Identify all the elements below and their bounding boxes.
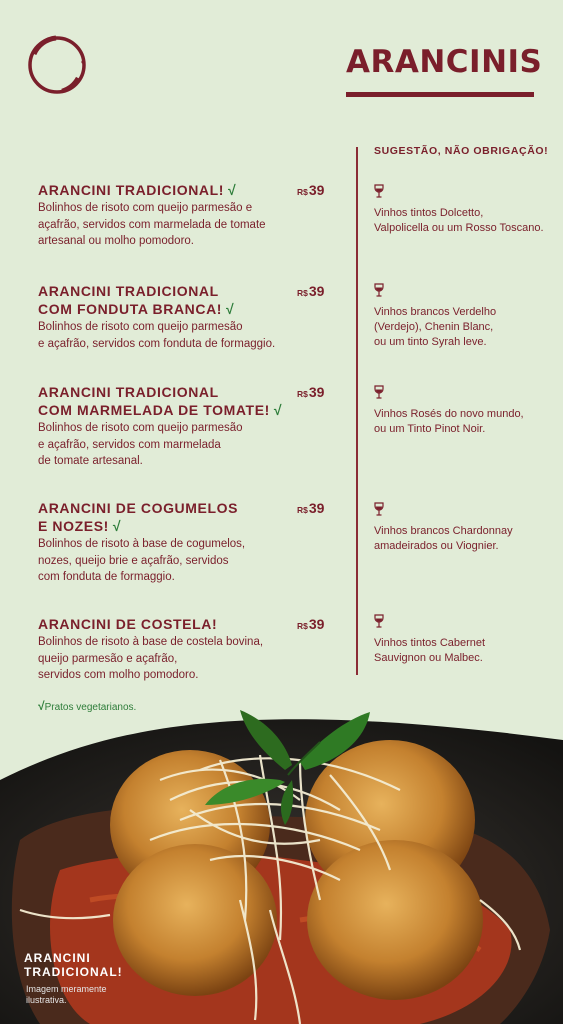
- pairing-text: [374, 305, 554, 350]
- item-name: [38, 181, 338, 199]
- item-desc-line: de tomate artesanal.: [38, 455, 143, 467]
- pairing-line: Vinhos brancos Verdelho: [374, 306, 497, 318]
- item-desc-line: artesanal ou molho pomodoro.: [38, 235, 194, 247]
- pairing-line: Vinhos brancos Chardonnay: [374, 525, 513, 537]
- menu-item: [38, 383, 338, 470]
- item-description: [38, 536, 338, 586]
- vegetarian-check-icon: √: [228, 182, 237, 198]
- wine-pairing: [374, 184, 554, 236]
- pairing-line: Sauvignon ou Malbec.: [374, 652, 483, 664]
- item-name-line: COM FONDUTA BRANCA!: [38, 301, 223, 317]
- item-description: [38, 420, 338, 470]
- currency-symbol: R$: [297, 288, 308, 298]
- item-name-line: ARANCINI TRADICIONAL: [38, 283, 219, 299]
- wine-glass-icon: [374, 614, 384, 628]
- currency-symbol: R$: [297, 187, 308, 197]
- pairing-line: Valpolicella ou um Rosso Toscano.: [374, 222, 544, 234]
- wine-stain-ring-icon: [26, 34, 88, 96]
- price-value: 39: [308, 500, 325, 516]
- item-name: [38, 499, 338, 535]
- photo-disclaimer-line: Imagem meramente: [26, 984, 107, 994]
- wine-pairing: [374, 283, 554, 350]
- pairing-line: ou um tinto Syrah leve.: [374, 336, 487, 348]
- item-desc-line: nozes, queijo brie e açafrão, servidos: [38, 554, 229, 567]
- page-title: ARANCINIS: [346, 44, 543, 80]
- vegetarian-check-icon: √: [273, 402, 283, 418]
- menu-item: [38, 615, 338, 684]
- price-value: 39: [308, 182, 325, 198]
- pairing-text: [374, 524, 554, 554]
- item-description: [38, 200, 338, 250]
- photo-disclaimer-line: ilustrativa.: [26, 994, 67, 1005]
- pairing-line: amadeirados ou Viognier.: [374, 540, 499, 552]
- item-desc-line: com fonduta de formaggio.: [38, 571, 175, 583]
- wine-glass-icon: [374, 502, 384, 516]
- photo-disclaimer: [26, 984, 136, 1005]
- vegetarian-check-icon: √: [38, 699, 45, 713]
- pairing-line: ou um Tinto Pinot Noir.: [374, 423, 486, 435]
- pairing-suggestion-header: SUGESTÃO, NÃO OBRIGAÇÃO!: [374, 145, 549, 157]
- item-desc-line: Bolinhos de risoto à base de costela bovina,: [38, 636, 264, 648]
- item-description: [38, 319, 338, 352]
- item-desc-line: Bolinhos de risoto com queijo parmesão: [38, 321, 243, 333]
- item-desc-line: e açafrão, servidos com marmelada: [38, 438, 221, 451]
- item-desc-line: servidos com molho pomodoro.: [38, 669, 199, 681]
- vegetarian-check-icon: √: [226, 301, 235, 317]
- pairing-text: [374, 407, 554, 437]
- item-name-line: ARANCINI DE COGUMELOS: [38, 500, 239, 516]
- item-name-line: ARANCINI DE COSTELA!: [38, 616, 218, 632]
- item-desc-line: e açafrão, servidos com fonduta de formaggio.: [38, 337, 276, 350]
- pairing-line: Vinhos tintos Dolcetto,: [374, 207, 484, 219]
- currency-symbol: R$: [297, 621, 308, 631]
- item-desc-line: açafrão, servidos com marmelada de tomate: [38, 218, 266, 231]
- item-desc-line: Bolinhos de risoto com queijo parmesão: [38, 422, 243, 434]
- menu-item: [38, 181, 338, 250]
- item-price: [297, 283, 324, 299]
- item-desc-line: Bolinhos de risoto com queijo parmesão e: [38, 202, 253, 214]
- item-name-line: COM MARMELADA DE TOMATE!: [38, 402, 270, 418]
- wine-glass-icon: [374, 184, 384, 198]
- item-name: [38, 282, 338, 318]
- item-name-line: ARANCINI TRADICIONAL: [38, 384, 219, 400]
- item-name-line: ARANCINI TRADICIONAL!: [38, 182, 225, 198]
- photo-caption: [24, 951, 164, 979]
- vegetarian-legend-text: Pratos vegetarianos.: [44, 702, 137, 713]
- pairing-text: [374, 636, 554, 666]
- item-name-line: E NOZES!: [38, 518, 109, 534]
- item-price: [297, 616, 324, 632]
- pairing-line: Vinhos tintos Cabernet: [374, 637, 486, 649]
- column-divider: [356, 147, 358, 675]
- item-desc-line: Bolinhos de risoto à base de cogumelos,: [38, 538, 246, 550]
- item-price: [297, 500, 324, 516]
- menu-item: [38, 282, 338, 352]
- photo-caption-line: TRADICIONAL!: [24, 965, 123, 979]
- price-value: 39: [308, 616, 325, 632]
- item-description: [38, 634, 338, 684]
- title-underline: [346, 92, 534, 97]
- wine-pairing: [374, 614, 554, 666]
- price-value: 39: [308, 283, 325, 299]
- item-name: [38, 383, 338, 419]
- item-name: [38, 615, 338, 633]
- price-value: 39: [308, 384, 325, 400]
- photo-caption-line: ARANCINI: [24, 951, 91, 965]
- wine-pairing: [374, 385, 554, 437]
- item-price: [297, 384, 324, 400]
- wine-glass-icon: [374, 385, 384, 399]
- item-price: [297, 182, 324, 198]
- wine-pairing: [374, 502, 554, 554]
- menu-item: [38, 499, 338, 586]
- pairing-text: [374, 206, 554, 236]
- currency-symbol: R$: [297, 505, 308, 515]
- item-desc-line: queijo parmesão e açafrão,: [38, 652, 178, 665]
- vegetarian-check-icon: √: [112, 518, 122, 534]
- pairing-line: (Verdejo), Chenin Blanc,: [374, 321, 494, 333]
- currency-symbol: R$: [297, 389, 308, 399]
- wine-glass-icon: [374, 283, 384, 297]
- pairing-line: Vinhos Rosés do novo mundo,: [374, 408, 524, 420]
